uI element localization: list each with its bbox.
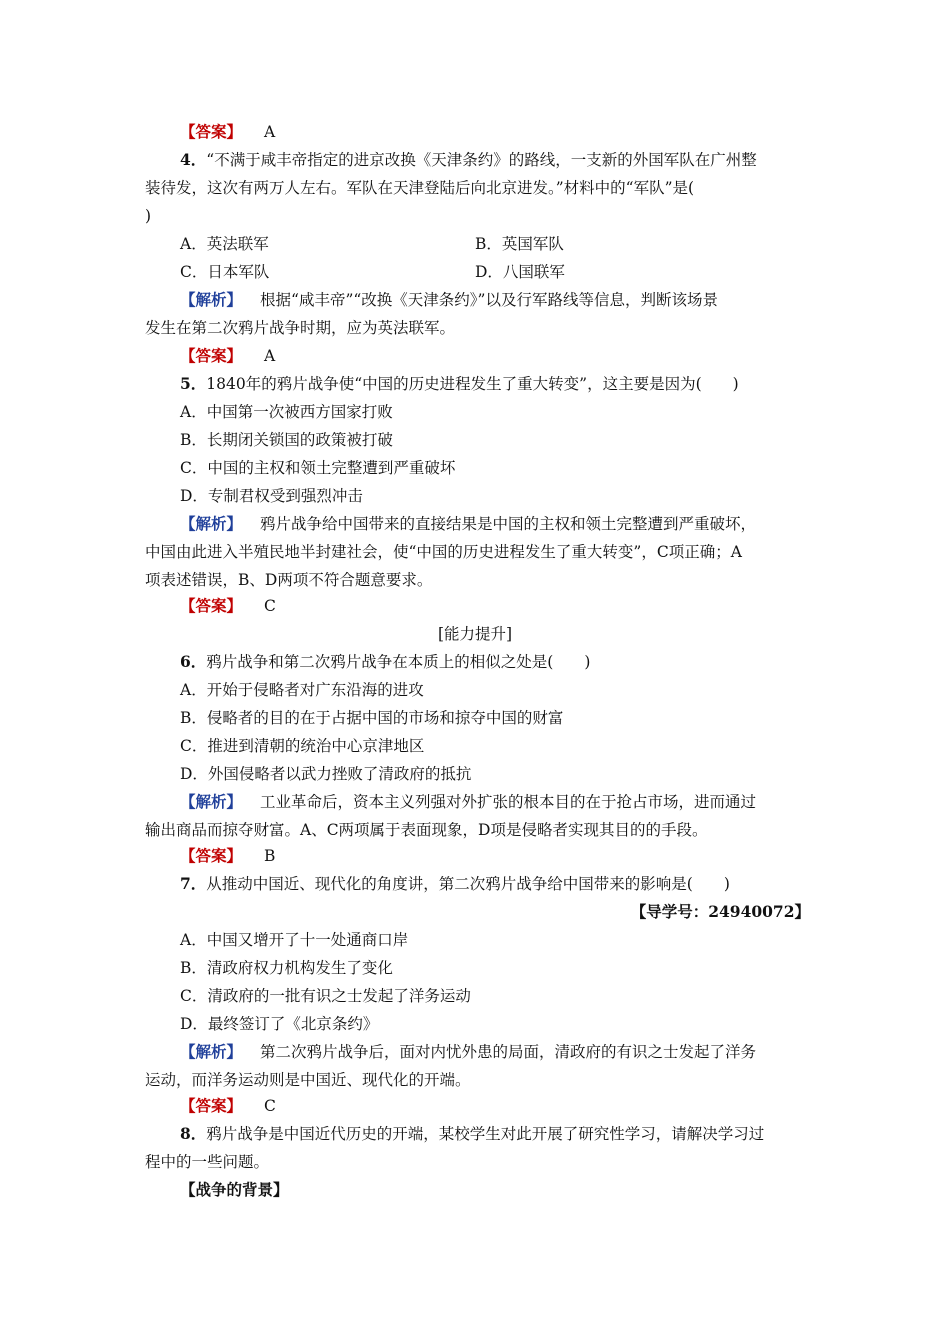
question-6-line-1 (180, 648, 590, 676)
explanation-text: 鸦片战争给中国带来的直接结果是中国的主权和领土完整遭到严重破坏， (260, 515, 757, 533)
option-b: B．长期闭关锁国的政策被打破 (180, 431, 393, 449)
answer-value: A (264, 347, 276, 365)
explanation-line-1 (180, 1038, 756, 1066)
question-8-line-1 (180, 1120, 764, 1148)
option-c: C．清政府的一批有识之士发起了洋务运动 (180, 987, 471, 1005)
option-c: C．中国的主权和领土完整遭到严重破坏 (180, 459, 456, 477)
question-text: 1840年的鸦片战争使“中国的历史进程发生了重大转变”，这主要是因为( ) (206, 375, 739, 393)
explanation-line-1 (180, 788, 756, 816)
question-5-line-1 (180, 370, 739, 398)
explanation-text: 工业革命后，资本主义列强对外扩张的根本目的在于抢占市场，进而通过 (260, 793, 757, 811)
question-number: 4． (180, 150, 207, 169)
option-a: A．开始于侵略者对广东沿海的进攻 (180, 681, 424, 699)
answer-value: C (264, 597, 276, 615)
explanation-text: 根据“咸丰帝”“改换《天津条约》”以及行军路线等信息，判断该场景 (260, 291, 718, 309)
answer-line (180, 592, 276, 620)
explanation-line-1 (180, 510, 756, 538)
guide-number: 【导学号：24940072】 (630, 902, 810, 921)
explanation-label: 【解析】 (180, 1042, 243, 1061)
answer-line (180, 342, 275, 370)
question-7-line-1 (180, 870, 730, 898)
question-4-line-3: ) (145, 207, 152, 225)
question-number: 5． (180, 374, 207, 393)
explanation-line-2: 输出商品而掠夺财富。A、C两项属于表面现象，D项是侵略者实现其目的的手段。 (145, 821, 708, 839)
subsection-heading: 【战争的背景】 (180, 1180, 289, 1199)
option-d: D．最终签订了《北京条约》 (180, 1015, 379, 1033)
answer-line (180, 842, 275, 870)
question-number: 8． (180, 1124, 207, 1143)
answer-value: B (264, 847, 276, 865)
option-b: B．侵略者的目的在于占据中国的市场和掠夺中国的财富 (180, 709, 564, 727)
explanation-line-2: 中国由此进入半殖民地半封建社会，使“中国的历史进程发生了重大转变”，C项正确；A (145, 543, 742, 561)
explanation-line-3: 项表述错误，B、D两项不符合题意要求。 (145, 571, 433, 589)
question-number: 7． (180, 874, 207, 893)
question-text: 鸦片战争是中国近代历史的开端，某校学生对此开展了研究性学习，请解决学习过 (206, 1125, 765, 1143)
question-4-line-1 (180, 146, 757, 174)
section-heading: [能力提升] (437, 625, 513, 643)
question-4-line-2: 装待发，这次有两万人左右。军队在天津登陆后向北京进发。”材料中的“军队”是( (145, 179, 695, 197)
question-text: “不满于咸丰帝指定的进京改换《天津条约》的路线，一支新的外国军队在广州整 (206, 151, 757, 169)
question-text: 鸦片战争和第二次鸦片战争在本质上的相似之处是( ) (206, 653, 591, 671)
option-c: C．推进到清朝的统治中心京津地区 (180, 737, 425, 755)
option-b: B．英国军队 (475, 235, 564, 253)
option-d: D．外国侵略者以武力挫败了清政府的抵抗 (180, 765, 472, 783)
answer-label: 【答案】 (180, 596, 243, 615)
option-b: B．清政府权力机构发生了变化 (180, 959, 393, 977)
option-d: D．八国联军 (475, 263, 565, 281)
answer-label: 【答案】 (180, 122, 243, 141)
option-c: C．日本军队 (180, 263, 270, 281)
answer-value: C (264, 1097, 276, 1115)
answer-line (180, 1092, 276, 1120)
explanation-text: 第二次鸦片战争后，面对内忧外患的局面，清政府的有识之士发起了洋务 (260, 1043, 757, 1061)
answer-line (180, 118, 275, 146)
question-8-line-2: 程中的一些问题。 (145, 1153, 270, 1171)
answer-label: 【答案】 (180, 846, 243, 865)
explanation-label: 【解析】 (180, 290, 243, 309)
explanation-line-2: 发生在第二次鸦片战争时期，应为英法联军。 (145, 319, 456, 337)
answer-label: 【答案】 (180, 346, 243, 365)
explanation-label: 【解析】 (180, 792, 243, 811)
option-a: A．中国又增开了十一处通商口岸 (180, 931, 409, 949)
answer-label: 【答案】 (180, 1096, 243, 1115)
question-text: 从推动中国近、现代化的角度讲，第二次鸦片战争给中国带来的影响是( ) (206, 875, 730, 893)
explanation-line-2: 运动，而洋务运动则是中国近、现代化的开端。 (145, 1071, 471, 1089)
option-d: D．专制君权受到强烈冲击 (180, 487, 363, 505)
explanation-label: 【解析】 (180, 514, 243, 533)
answer-value: A (264, 123, 276, 141)
option-a: A．中国第一次被西方国家打败 (180, 403, 393, 421)
option-a: A．英法联军 (180, 235, 269, 253)
explanation-line-1 (180, 286, 718, 314)
question-number: 6． (180, 652, 207, 671)
